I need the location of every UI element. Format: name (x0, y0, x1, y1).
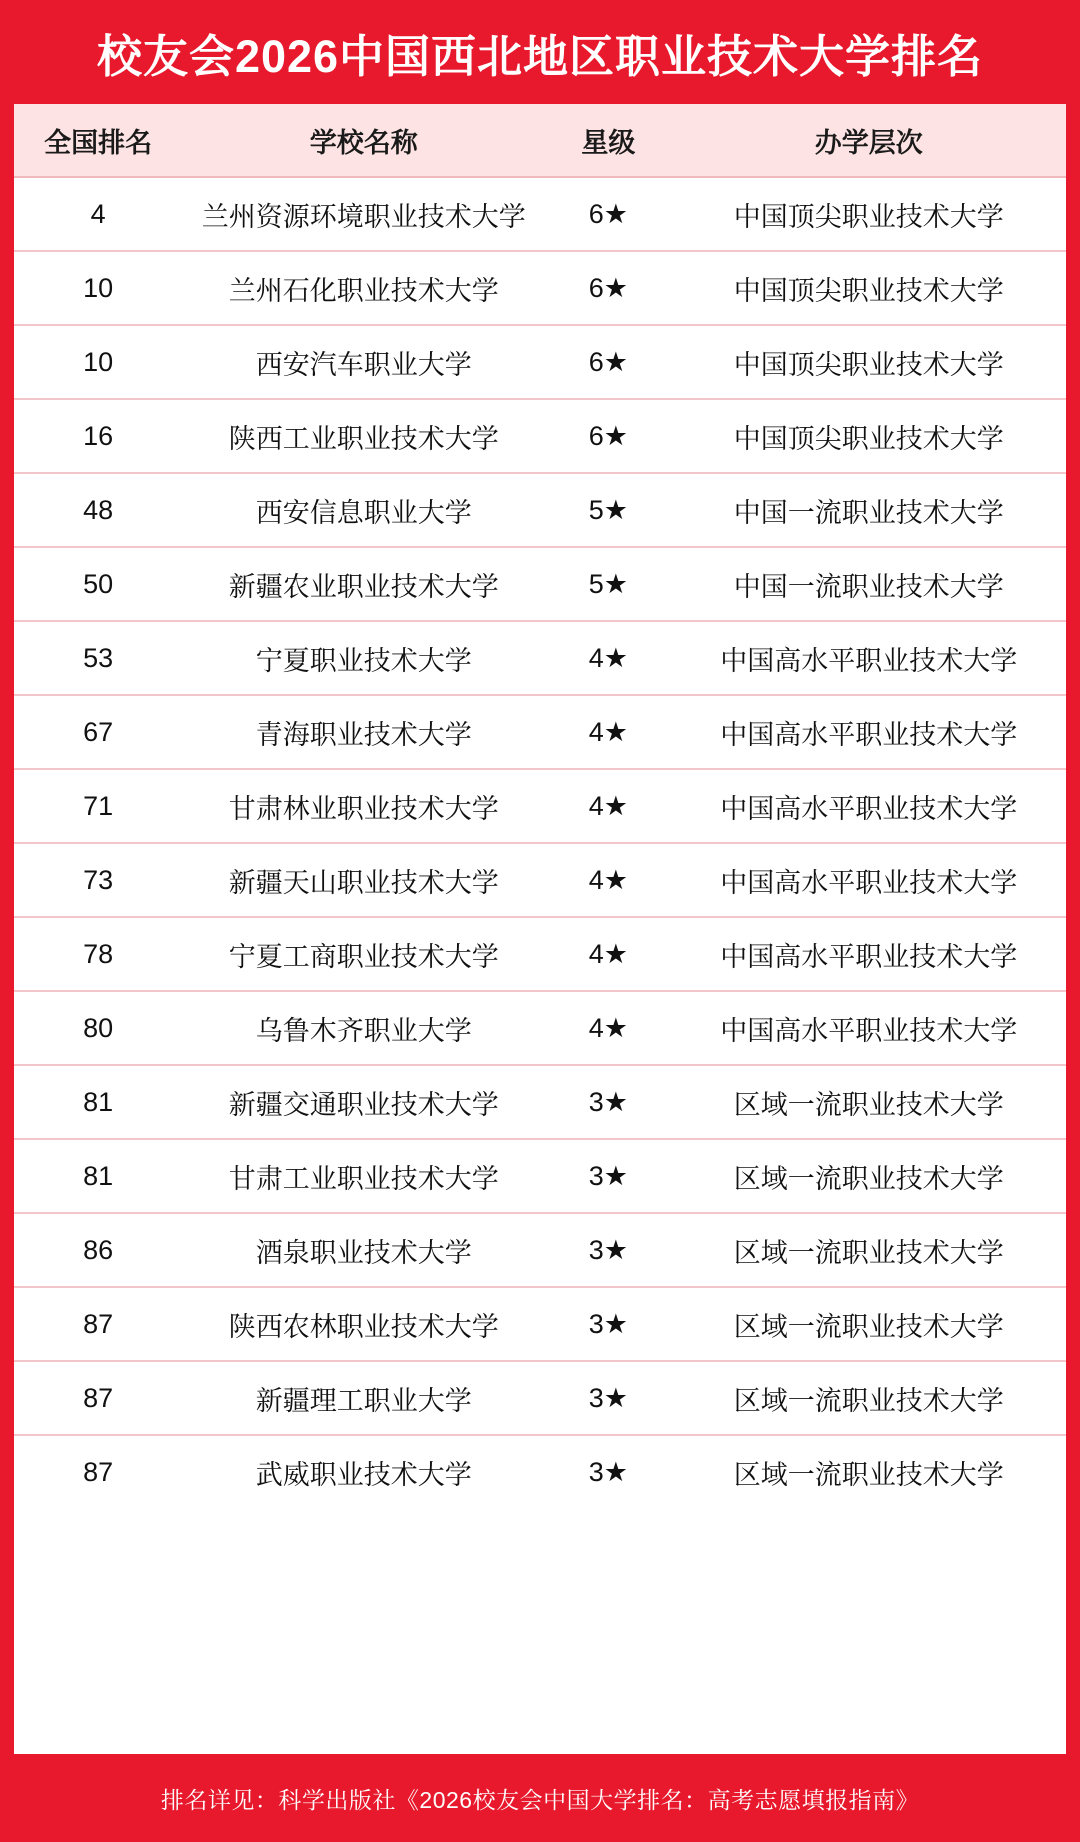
cell-rank: 16 (14, 399, 182, 473)
cell-rank: 67 (14, 695, 182, 769)
cell-rank: 10 (14, 251, 182, 325)
table-row (14, 177, 1066, 251)
cell-rank: 80 (14, 991, 182, 1065)
cell-rank: 81 (14, 1139, 182, 1213)
cell-rank: 86 (14, 1213, 182, 1287)
cell-star-rating: 4★ (545, 917, 671, 991)
cell-star-rating: 4★ (545, 843, 671, 917)
cell-school-name: 陕西工业职业技术大学 (182, 399, 545, 473)
cell-star-rating: 6★ (545, 177, 671, 251)
cell-rank: 10 (14, 325, 182, 399)
column-header-level: 办学层次 (671, 104, 1066, 177)
cell-level: 中国高水平职业技术大学 (671, 695, 1066, 769)
cell-star-rating: 4★ (545, 769, 671, 843)
cell-school-name: 宁夏职业技术大学 (182, 621, 545, 695)
cell-level: 中国高水平职业技术大学 (671, 991, 1066, 1065)
cell-school-name: 西安汽车职业大学 (182, 325, 545, 399)
cell-level: 区域一流职业技术大学 (671, 1213, 1066, 1287)
cell-rank: 81 (14, 1065, 182, 1139)
cell-level: 中国高水平职业技术大学 (671, 843, 1066, 917)
cell-level: 中国高水平职业技术大学 (671, 621, 1066, 695)
table-row (14, 399, 1066, 473)
cell-school-name: 酒泉职业技术大学 (182, 1213, 545, 1287)
cell-rank: 78 (14, 917, 182, 991)
table-row (14, 547, 1066, 621)
footer-note: 排名详见：科学出版社《2026校友会中国大学排名：高考志愿填报指南》 (160, 1786, 920, 1813)
table-row (14, 843, 1066, 917)
cell-school-name: 西安信息职业大学 (182, 473, 545, 547)
cell-rank: 4 (14, 177, 182, 251)
cell-star-rating: 6★ (545, 251, 671, 325)
cell-level: 区域一流职业技术大学 (733, 1459, 1004, 1490)
cell-rank: 48 (14, 473, 182, 547)
cell-school-name: 武威职业技术大学 (255, 1459, 472, 1490)
cell-school-name: 兰州资源环境职业技术大学 (182, 177, 545, 251)
cell-star-rating: 4★ (545, 991, 671, 1065)
table-row (14, 325, 1066, 399)
cell-star-rating: 6★ (545, 325, 671, 399)
table-row (14, 1065, 1066, 1139)
cell-star-rating: 4★ (545, 621, 671, 695)
cell-rank: 87 (14, 1361, 182, 1435)
cell-school-name: 青海职业技术大学 (182, 695, 545, 769)
table-row (14, 991, 1066, 1065)
cell-level: 中国顶尖职业技术大学 (671, 399, 1066, 473)
cell-star-rating: 4★ (545, 695, 671, 769)
cell-school-name: 乌鲁木齐职业大学 (182, 991, 545, 1065)
cell-level: 中国顶尖职业技术大学 (671, 177, 1066, 251)
cell-star-rating: 3★ (545, 1361, 671, 1435)
table-row (14, 1435, 1066, 1508)
cell-star-rating: 3★ (545, 1065, 671, 1139)
cell-rank: 87 (14, 1287, 182, 1361)
column-header-name: 学校名称 (182, 104, 545, 177)
cell-school-name: 新疆农业职业技术大学 (182, 547, 545, 621)
cell-level: 中国顶尖职业技术大学 (671, 325, 1066, 399)
table-row (14, 1213, 1066, 1287)
ranking-table (14, 104, 1066, 1508)
cell-rank: 87 (83, 1456, 114, 1487)
cell-school-name: 宁夏工商职业技术大学 (182, 917, 545, 991)
cell-school-name: 新疆天山职业技术大学 (182, 843, 545, 917)
table-row (14, 621, 1066, 695)
cell-school-name: 新疆交通职业技术大学 (182, 1065, 545, 1139)
cell-school-name: 新疆理工职业大学 (182, 1361, 545, 1435)
footer-bar (0, 1754, 1080, 1842)
cell-star-rating: 3★ (545, 1139, 671, 1213)
cell-level: 中国一流职业技术大学 (671, 473, 1066, 547)
cell-level: 中国一流职业技术大学 (671, 547, 1066, 621)
cell-rank: 73 (14, 843, 182, 917)
table-row (14, 1139, 1066, 1213)
cell-level: 中国高水平职业技术大学 (671, 769, 1066, 843)
cell-level: 区域一流职业技术大学 (671, 1065, 1066, 1139)
table-row (14, 695, 1066, 769)
cell-level: 区域一流职业技术大学 (671, 1287, 1066, 1361)
cell-star-rating: 5★ (545, 473, 671, 547)
cell-star-rating: 3★ (588, 1456, 628, 1487)
cell-school-name: 兰州石化职业技术大学 (182, 251, 545, 325)
cell-star-rating: 6★ (545, 399, 671, 473)
cell-level: 区域一流职业技术大学 (671, 1361, 1066, 1435)
table-row (14, 1287, 1066, 1361)
table-row (14, 1361, 1066, 1435)
column-header-star: 星级 (545, 104, 671, 177)
table-row (14, 473, 1066, 547)
cell-school-name: 甘肃工业职业技术大学 (182, 1139, 545, 1213)
cell-level: 中国高水平职业技术大学 (671, 917, 1066, 991)
table-row (14, 917, 1066, 991)
table-row (14, 251, 1066, 325)
cell-rank: 50 (14, 547, 182, 621)
page-title: 校友会2026中国西北地区职业技术大学排名 (96, 30, 984, 82)
table-header-row (14, 104, 1066, 177)
cell-star-rating: 3★ (545, 1213, 671, 1287)
cell-star-rating: 5★ (545, 547, 671, 621)
table-body (14, 177, 1066, 1508)
title-bar (0, 0, 1080, 104)
cell-school-name: 陕西农林职业技术大学 (182, 1287, 545, 1361)
column-header-rank: 全国排名 (14, 104, 182, 177)
cell-rank: 71 (14, 769, 182, 843)
table-row (14, 769, 1066, 843)
cell-school-name: 甘肃林业职业技术大学 (182, 769, 545, 843)
cell-level: 区域一流职业技术大学 (671, 1139, 1066, 1213)
cell-rank: 53 (14, 621, 182, 695)
ranking-table-container (14, 104, 1066, 1754)
table-header (14, 104, 1066, 177)
cell-star-rating: 3★ (545, 1287, 671, 1361)
cell-level: 中国顶尖职业技术大学 (671, 251, 1066, 325)
